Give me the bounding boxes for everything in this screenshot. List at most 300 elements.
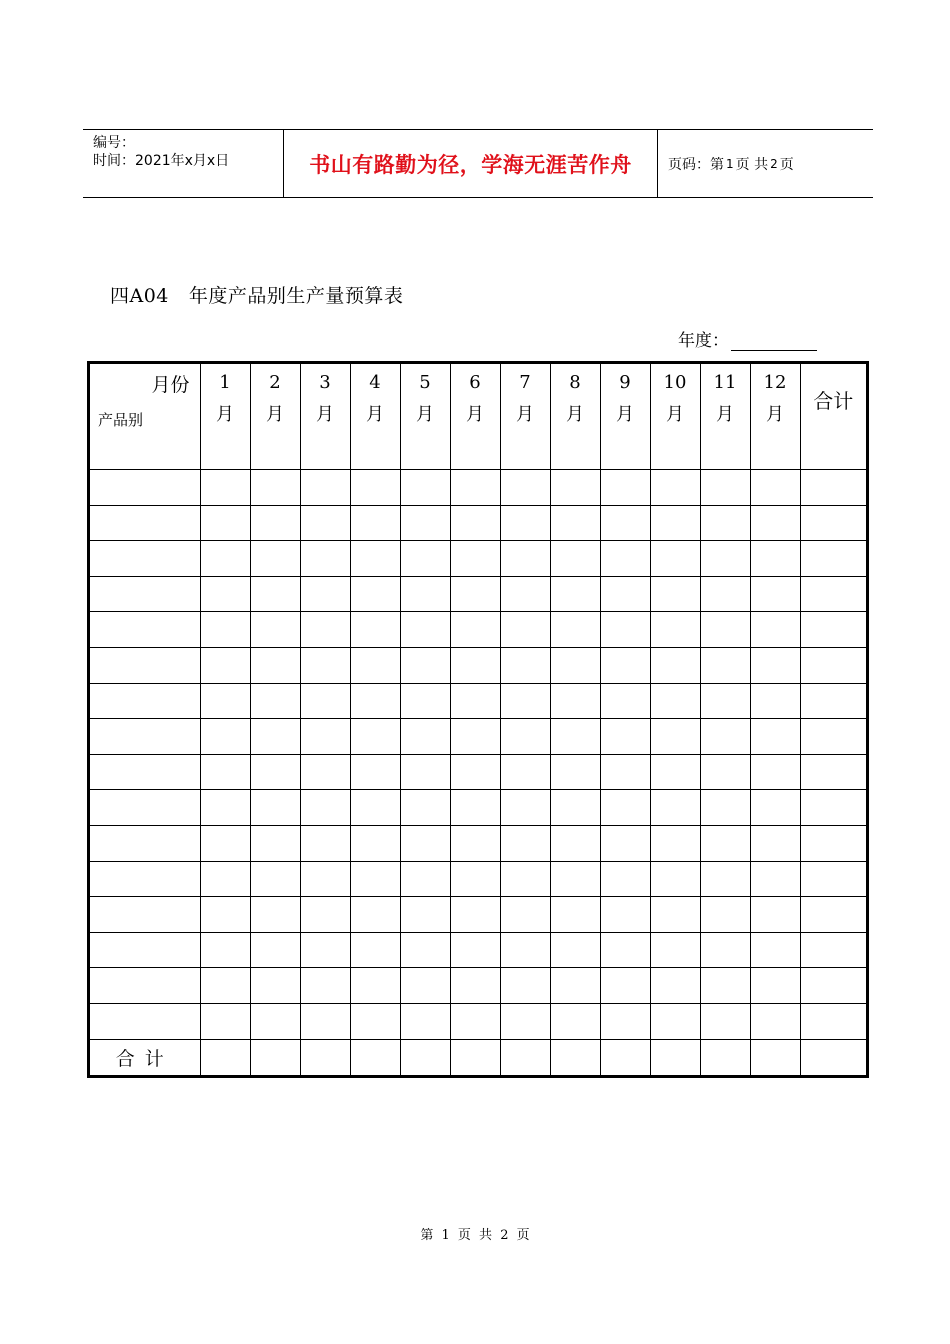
month-total-cell[interactable] bbox=[400, 1039, 450, 1075]
table-row bbox=[90, 826, 866, 862]
month-header-2: 2 月 bbox=[250, 364, 300, 434]
month-value-cell[interactable] bbox=[500, 790, 550, 826]
month-value-cell[interactable] bbox=[500, 968, 550, 1004]
month-header-3: 3 月 bbox=[300, 364, 350, 434]
month-value-cell[interactable] bbox=[700, 1004, 750, 1040]
product-name-cell[interactable] bbox=[90, 434, 200, 470]
month-value-cell[interactable] bbox=[350, 932, 400, 968]
month-value-cell[interactable] bbox=[350, 861, 400, 897]
table-body bbox=[90, 434, 866, 1075]
month-value-cell[interactable] bbox=[700, 470, 750, 506]
month-value-cell[interactable] bbox=[550, 683, 600, 719]
month-value-cell[interactable] bbox=[300, 754, 350, 790]
month-value-cell[interactable] bbox=[550, 434, 600, 470]
month-value-cell[interactable] bbox=[650, 470, 700, 506]
month-value-cell[interactable] bbox=[300, 897, 350, 933]
month-value-cell[interactable] bbox=[550, 932, 600, 968]
month-value-cell[interactable] bbox=[200, 576, 250, 612]
month-value-cell[interactable] bbox=[250, 826, 300, 862]
month-value-cell[interactable] bbox=[300, 470, 350, 506]
month-value-cell[interactable] bbox=[600, 434, 650, 470]
month-value-cell[interactable] bbox=[350, 826, 400, 862]
month-value-cell[interactable] bbox=[350, 612, 400, 648]
month-value-cell[interactable] bbox=[400, 790, 450, 826]
number-label: 编号： bbox=[93, 135, 135, 151]
month-total-cell[interactable] bbox=[350, 1039, 400, 1075]
month-value-cell[interactable] bbox=[550, 541, 600, 577]
month-value-cell[interactable] bbox=[750, 861, 800, 897]
corner-header-cell bbox=[90, 364, 200, 434]
corner-month-label: 月份 bbox=[151, 374, 190, 396]
page-footer: 第 1 页 共 2 页 bbox=[420, 1228, 530, 1243]
month-value-cell[interactable] bbox=[250, 968, 300, 1004]
month-total-cell[interactable] bbox=[550, 1039, 600, 1075]
product-name-cell[interactable] bbox=[90, 968, 200, 1004]
month-value-cell[interactable] bbox=[300, 932, 350, 968]
row-total-cell[interactable] bbox=[800, 897, 866, 933]
month-value-cell[interactable] bbox=[450, 648, 500, 684]
month-value-cell[interactable] bbox=[450, 826, 500, 862]
month-value-cell[interactable] bbox=[600, 968, 650, 1004]
month-value-cell[interactable] bbox=[700, 861, 750, 897]
page-current: 1 bbox=[726, 156, 734, 171]
month-value-cell[interactable] bbox=[700, 576, 750, 612]
month-value-cell[interactable] bbox=[350, 434, 400, 470]
month-value-cell[interactable] bbox=[450, 576, 500, 612]
month-value-cell[interactable] bbox=[250, 648, 300, 684]
product-name-cell[interactable] bbox=[90, 648, 200, 684]
month-value-cell[interactable] bbox=[500, 719, 550, 755]
month-value-cell[interactable] bbox=[200, 470, 250, 506]
month-value-cell[interactable] bbox=[650, 434, 700, 470]
month-value-cell[interactable] bbox=[550, 576, 600, 612]
row-total-cell[interactable] bbox=[800, 968, 866, 1004]
row-total-cell[interactable] bbox=[800, 1004, 866, 1040]
month-value-cell[interactable] bbox=[250, 541, 300, 577]
row-total-cell[interactable] bbox=[800, 470, 866, 506]
month-value-cell[interactable] bbox=[700, 790, 750, 826]
month-value-cell[interactable] bbox=[550, 505, 600, 541]
month-value-cell[interactable] bbox=[450, 470, 500, 506]
month-value-cell[interactable] bbox=[750, 968, 800, 1004]
month-value-cell[interactable] bbox=[750, 434, 800, 470]
month-value-cell[interactable] bbox=[400, 434, 450, 470]
row-total-cell[interactable] bbox=[800, 612, 866, 648]
month-value-cell[interactable] bbox=[500, 683, 550, 719]
month-value-cell[interactable] bbox=[750, 719, 800, 755]
month-value-cell[interactable] bbox=[350, 470, 400, 506]
document-title bbox=[110, 281, 403, 308]
month-value-cell[interactable] bbox=[200, 1004, 250, 1040]
month-value-cell[interactable] bbox=[600, 505, 650, 541]
month-value-cell[interactable] bbox=[300, 683, 350, 719]
grand-total-cell[interactable] bbox=[800, 1039, 866, 1075]
month-value-cell[interactable] bbox=[500, 861, 550, 897]
month-value-cell[interactable] bbox=[650, 932, 700, 968]
month-value-cell[interactable] bbox=[300, 861, 350, 897]
month-value-cell[interactable] bbox=[400, 968, 450, 1004]
table-row bbox=[90, 541, 866, 577]
month-value-cell[interactable] bbox=[650, 683, 700, 719]
product-name-cell[interactable] bbox=[90, 897, 200, 933]
month-value-cell[interactable] bbox=[650, 790, 700, 826]
month-value-cell[interactable] bbox=[750, 648, 800, 684]
month-value-cell[interactable] bbox=[400, 505, 450, 541]
month-total-cell[interactable] bbox=[250, 1039, 300, 1075]
table-row bbox=[90, 754, 866, 790]
month-value-cell[interactable] bbox=[200, 505, 250, 541]
month-value-cell[interactable] bbox=[650, 897, 700, 933]
month-value-cell[interactable] bbox=[700, 826, 750, 862]
document-header bbox=[83, 129, 873, 198]
table-row bbox=[90, 612, 866, 648]
row-total-cell[interactable] bbox=[800, 932, 866, 968]
month-value-cell[interactable] bbox=[300, 541, 350, 577]
month-value-cell[interactable] bbox=[400, 897, 450, 933]
month-value-cell[interactable] bbox=[550, 612, 600, 648]
product-name-cell[interactable] bbox=[90, 470, 200, 506]
month-value-cell[interactable] bbox=[650, 719, 700, 755]
title-code: 四A04 bbox=[110, 285, 169, 307]
month-total-cell[interactable] bbox=[700, 1039, 750, 1075]
month-value-cell[interactable] bbox=[400, 826, 450, 862]
month-value-cell[interactable] bbox=[650, 1004, 700, 1040]
month-value-cell[interactable] bbox=[200, 861, 250, 897]
month-value-cell[interactable] bbox=[250, 683, 300, 719]
header-page-info bbox=[658, 130, 873, 197]
month-value-cell[interactable] bbox=[600, 897, 650, 933]
product-name-cell[interactable] bbox=[90, 1004, 200, 1040]
month-value-cell[interactable] bbox=[300, 576, 350, 612]
month-value-cell[interactable] bbox=[550, 897, 600, 933]
month-value-cell[interactable] bbox=[600, 932, 650, 968]
month-value-cell[interactable] bbox=[650, 826, 700, 862]
product-name-cell[interactable] bbox=[90, 576, 200, 612]
table-row bbox=[90, 932, 866, 968]
month-value-cell[interactable] bbox=[250, 470, 300, 506]
month-value-cell[interactable] bbox=[600, 790, 650, 826]
month-value-cell[interactable] bbox=[500, 576, 550, 612]
month-value-cell[interactable] bbox=[650, 861, 700, 897]
month-value-cell[interactable] bbox=[550, 1004, 600, 1040]
month-value-cell[interactable] bbox=[750, 541, 800, 577]
month-value-cell[interactable] bbox=[450, 897, 500, 933]
month-value-cell[interactable] bbox=[200, 434, 250, 470]
month-value-cell[interactable] bbox=[600, 861, 650, 897]
month-value-cell[interactable] bbox=[400, 754, 450, 790]
month-value-cell[interactable] bbox=[550, 754, 600, 790]
month-value-cell[interactable] bbox=[750, 826, 800, 862]
month-value-cell[interactable] bbox=[500, 612, 550, 648]
page-suffix: 页 bbox=[779, 156, 794, 173]
product-name-cell[interactable] bbox=[90, 505, 200, 541]
month-value-cell[interactable] bbox=[750, 790, 800, 826]
month-value-cell[interactable] bbox=[650, 612, 700, 648]
row-total-cell[interactable] bbox=[800, 576, 866, 612]
month-value-cell[interactable] bbox=[750, 897, 800, 933]
month-header-11: 11 月 bbox=[700, 364, 750, 434]
month-value-cell[interactable] bbox=[350, 790, 400, 826]
month-value-cell[interactable] bbox=[600, 719, 650, 755]
row-total-cell[interactable] bbox=[800, 826, 866, 862]
month-value-cell[interactable] bbox=[350, 648, 400, 684]
month-value-cell[interactable] bbox=[450, 1004, 500, 1040]
month-value-cell[interactable] bbox=[600, 1004, 650, 1040]
product-name-cell[interactable] bbox=[90, 541, 200, 577]
month-value-cell[interactable] bbox=[700, 648, 750, 684]
month-value-cell[interactable] bbox=[500, 648, 550, 684]
row-total-cell[interactable] bbox=[800, 719, 866, 755]
month-header-12: 12 月 bbox=[750, 364, 800, 434]
month-value-cell[interactable] bbox=[550, 861, 600, 897]
page-total: 2 bbox=[770, 156, 778, 171]
month-header-1: 1 月 bbox=[200, 364, 250, 434]
month-value-cell[interactable] bbox=[400, 683, 450, 719]
month-value-cell[interactable] bbox=[750, 932, 800, 968]
month-value-cell[interactable] bbox=[400, 932, 450, 968]
month-value-cell[interactable] bbox=[300, 505, 350, 541]
month-value-cell[interactable] bbox=[650, 648, 700, 684]
month-value-cell[interactable] bbox=[400, 719, 450, 755]
row-total-cell[interactable] bbox=[800, 541, 866, 577]
month-value-cell[interactable] bbox=[450, 612, 500, 648]
month-value-cell[interactable] bbox=[500, 505, 550, 541]
month-value-cell[interactable] bbox=[700, 897, 750, 933]
month-value-cell[interactable] bbox=[600, 541, 650, 577]
month-value-cell[interactable] bbox=[550, 968, 600, 1004]
month-header-6: 6 月 bbox=[450, 364, 500, 434]
month-value-cell[interactable] bbox=[650, 505, 700, 541]
month-value-cell[interactable] bbox=[500, 754, 550, 790]
table-row bbox=[90, 897, 866, 933]
table-row bbox=[90, 576, 866, 612]
corner-product-label: 产品别 bbox=[98, 411, 144, 429]
table-row bbox=[90, 434, 866, 470]
year-input-line[interactable] bbox=[731, 334, 817, 351]
month-value-cell[interactable] bbox=[700, 719, 750, 755]
month-total-cell[interactable] bbox=[750, 1039, 800, 1075]
month-header-9: 9 月 bbox=[600, 364, 650, 434]
table-row bbox=[90, 470, 866, 506]
month-value-cell[interactable] bbox=[550, 826, 600, 862]
total-row bbox=[90, 1039, 866, 1075]
month-value-cell[interactable] bbox=[300, 790, 350, 826]
month-value-cell[interactable] bbox=[600, 754, 650, 790]
month-value-cell[interactable] bbox=[600, 470, 650, 506]
month-value-cell[interactable] bbox=[250, 754, 300, 790]
month-total-cell[interactable] bbox=[650, 1039, 700, 1075]
month-value-cell[interactable] bbox=[700, 754, 750, 790]
month-value-cell[interactable] bbox=[350, 505, 400, 541]
month-value-cell[interactable] bbox=[500, 932, 550, 968]
page-prefix: 页码：第 bbox=[668, 156, 724, 173]
month-value-cell[interactable] bbox=[350, 754, 400, 790]
month-value-cell[interactable] bbox=[200, 968, 250, 1004]
product-name-cell[interactable] bbox=[90, 932, 200, 968]
product-name-cell[interactable] bbox=[90, 861, 200, 897]
month-value-cell[interactable] bbox=[200, 719, 250, 755]
page-mid: 页 共 bbox=[735, 156, 769, 173]
month-value-cell[interactable] bbox=[250, 576, 300, 612]
month-value-cell[interactable] bbox=[250, 790, 300, 826]
month-value-cell[interactable] bbox=[200, 612, 250, 648]
product-name-cell[interactable] bbox=[90, 826, 200, 862]
month-value-cell[interactable] bbox=[450, 434, 500, 470]
month-value-cell[interactable] bbox=[600, 576, 650, 612]
month-value-cell[interactable] bbox=[500, 1004, 550, 1040]
row-total-cell[interactable] bbox=[800, 648, 866, 684]
month-value-cell[interactable] bbox=[250, 932, 300, 968]
month-value-cell[interactable] bbox=[750, 1004, 800, 1040]
row-total-cell[interactable] bbox=[800, 434, 866, 470]
month-value-cell[interactable] bbox=[300, 648, 350, 684]
table-row bbox=[90, 1004, 866, 1040]
product-name-cell[interactable] bbox=[90, 612, 200, 648]
month-value-cell[interactable] bbox=[700, 612, 750, 648]
month-value-cell[interactable] bbox=[400, 1004, 450, 1040]
year-field bbox=[678, 326, 817, 351]
product-name-cell[interactable] bbox=[90, 719, 200, 755]
month-value-cell[interactable] bbox=[750, 683, 800, 719]
month-value-cell[interactable] bbox=[300, 826, 350, 862]
month-value-cell[interactable] bbox=[200, 648, 250, 684]
row-total-cell[interactable] bbox=[800, 754, 866, 790]
month-value-cell[interactable] bbox=[500, 826, 550, 862]
month-total-cell[interactable] bbox=[600, 1039, 650, 1075]
month-value-cell[interactable] bbox=[650, 541, 700, 577]
month-value-cell[interactable] bbox=[700, 932, 750, 968]
month-value-cell[interactable] bbox=[350, 541, 400, 577]
month-value-cell[interactable] bbox=[450, 719, 500, 755]
month-value-cell[interactable] bbox=[200, 897, 250, 933]
month-value-cell[interactable] bbox=[200, 826, 250, 862]
month-value-cell[interactable] bbox=[200, 754, 250, 790]
month-value-cell[interactable] bbox=[700, 968, 750, 1004]
month-value-cell[interactable] bbox=[500, 434, 550, 470]
month-value-cell[interactable] bbox=[600, 612, 650, 648]
month-value-cell[interactable] bbox=[300, 612, 350, 648]
month-value-cell[interactable] bbox=[500, 897, 550, 933]
month-value-cell[interactable] bbox=[400, 470, 450, 506]
title-text: 年度产品别生产量预算表 bbox=[188, 285, 404, 307]
month-value-cell[interactable] bbox=[500, 541, 550, 577]
month-value-cell[interactable] bbox=[350, 968, 400, 1004]
row-total-cell[interactable] bbox=[800, 861, 866, 897]
row-total-cell[interactable] bbox=[800, 683, 866, 719]
month-total-cell[interactable] bbox=[450, 1039, 500, 1075]
month-value-cell[interactable] bbox=[300, 434, 350, 470]
month-value-cell[interactable] bbox=[700, 541, 750, 577]
month-value-cell[interactable] bbox=[600, 648, 650, 684]
month-value-cell[interactable] bbox=[350, 719, 400, 755]
month-value-cell[interactable] bbox=[300, 719, 350, 755]
product-name-cell[interactable] bbox=[90, 683, 200, 719]
month-value-cell[interactable] bbox=[750, 612, 800, 648]
table-row bbox=[90, 790, 866, 826]
month-value-cell[interactable] bbox=[350, 897, 400, 933]
month-value-cell[interactable] bbox=[250, 719, 300, 755]
month-value-cell[interactable] bbox=[450, 505, 500, 541]
month-value-cell[interactable] bbox=[250, 897, 300, 933]
month-value-cell[interactable] bbox=[300, 1004, 350, 1040]
month-value-cell[interactable] bbox=[600, 683, 650, 719]
month-value-cell[interactable] bbox=[600, 826, 650, 862]
month-value-cell[interactable] bbox=[250, 861, 300, 897]
month-value-cell[interactable] bbox=[350, 683, 400, 719]
month-value-cell[interactable] bbox=[400, 612, 450, 648]
month-value-cell[interactable] bbox=[700, 683, 750, 719]
month-header-4: 4 月 bbox=[350, 364, 400, 434]
total-row-label: 合计 bbox=[90, 1039, 200, 1075]
month-value-cell[interactable] bbox=[450, 932, 500, 968]
row-total-cell[interactable] bbox=[800, 790, 866, 826]
row-total-cell[interactable] bbox=[800, 505, 866, 541]
month-value-cell[interactable] bbox=[450, 861, 500, 897]
production-budget-table bbox=[90, 364, 866, 1075]
month-value-cell[interactable] bbox=[250, 505, 300, 541]
month-total-cell[interactable] bbox=[500, 1039, 550, 1075]
total-column-header: 合计 bbox=[800, 364, 866, 434]
month-value-cell[interactable] bbox=[700, 434, 750, 470]
month-value-cell[interactable] bbox=[650, 968, 700, 1004]
header-motto: 书山有路勤为径，学海无涯苦作舟 bbox=[284, 130, 658, 197]
month-value-cell[interactable] bbox=[550, 648, 600, 684]
month-value-cell[interactable] bbox=[750, 576, 800, 612]
month-value-cell[interactable] bbox=[250, 434, 300, 470]
month-value-cell[interactable] bbox=[200, 541, 250, 577]
month-value-cell[interactable] bbox=[450, 754, 500, 790]
month-value-cell[interactable] bbox=[750, 505, 800, 541]
table-row bbox=[90, 683, 866, 719]
budget-table-frame bbox=[87, 361, 869, 1078]
month-value-cell[interactable] bbox=[450, 790, 500, 826]
month-value-cell[interactable] bbox=[250, 1004, 300, 1040]
header-meta bbox=[83, 130, 284, 197]
time-label: 时间：2021年x月x日 bbox=[93, 153, 230, 169]
month-value-cell[interactable] bbox=[750, 470, 800, 506]
month-value-cell[interactable] bbox=[400, 576, 450, 612]
month-value-cell[interactable] bbox=[450, 968, 500, 1004]
month-value-cell[interactable] bbox=[500, 470, 550, 506]
month-value-cell[interactable] bbox=[400, 648, 450, 684]
month-total-cell[interactable] bbox=[300, 1039, 350, 1075]
month-header-7: 7 月 bbox=[500, 364, 550, 434]
month-value-cell[interactable] bbox=[700, 505, 750, 541]
month-header-10: 10 月 bbox=[650, 364, 700, 434]
month-total-cell[interactable] bbox=[200, 1039, 250, 1075]
month-value-cell[interactable] bbox=[550, 470, 600, 506]
month-value-cell[interactable] bbox=[200, 683, 250, 719]
product-name-cell[interactable] bbox=[90, 790, 200, 826]
month-value-cell[interactable] bbox=[400, 861, 450, 897]
month-value-cell[interactable] bbox=[650, 754, 700, 790]
table-row bbox=[90, 861, 866, 897]
month-value-cell[interactable] bbox=[450, 683, 500, 719]
month-value-cell[interactable] bbox=[350, 576, 400, 612]
month-value-cell[interactable] bbox=[300, 968, 350, 1004]
month-value-cell[interactable] bbox=[200, 790, 250, 826]
month-value-cell[interactable] bbox=[400, 541, 450, 577]
month-value-cell[interactable] bbox=[200, 932, 250, 968]
month-value-cell[interactable] bbox=[450, 541, 500, 577]
month-value-cell[interactable] bbox=[350, 1004, 400, 1040]
month-value-cell[interactable] bbox=[550, 719, 600, 755]
month-value-cell[interactable] bbox=[750, 754, 800, 790]
month-value-cell[interactable] bbox=[650, 576, 700, 612]
month-value-cell[interactable] bbox=[250, 612, 300, 648]
month-value-cell[interactable] bbox=[550, 790, 600, 826]
product-name-cell[interactable] bbox=[90, 754, 200, 790]
